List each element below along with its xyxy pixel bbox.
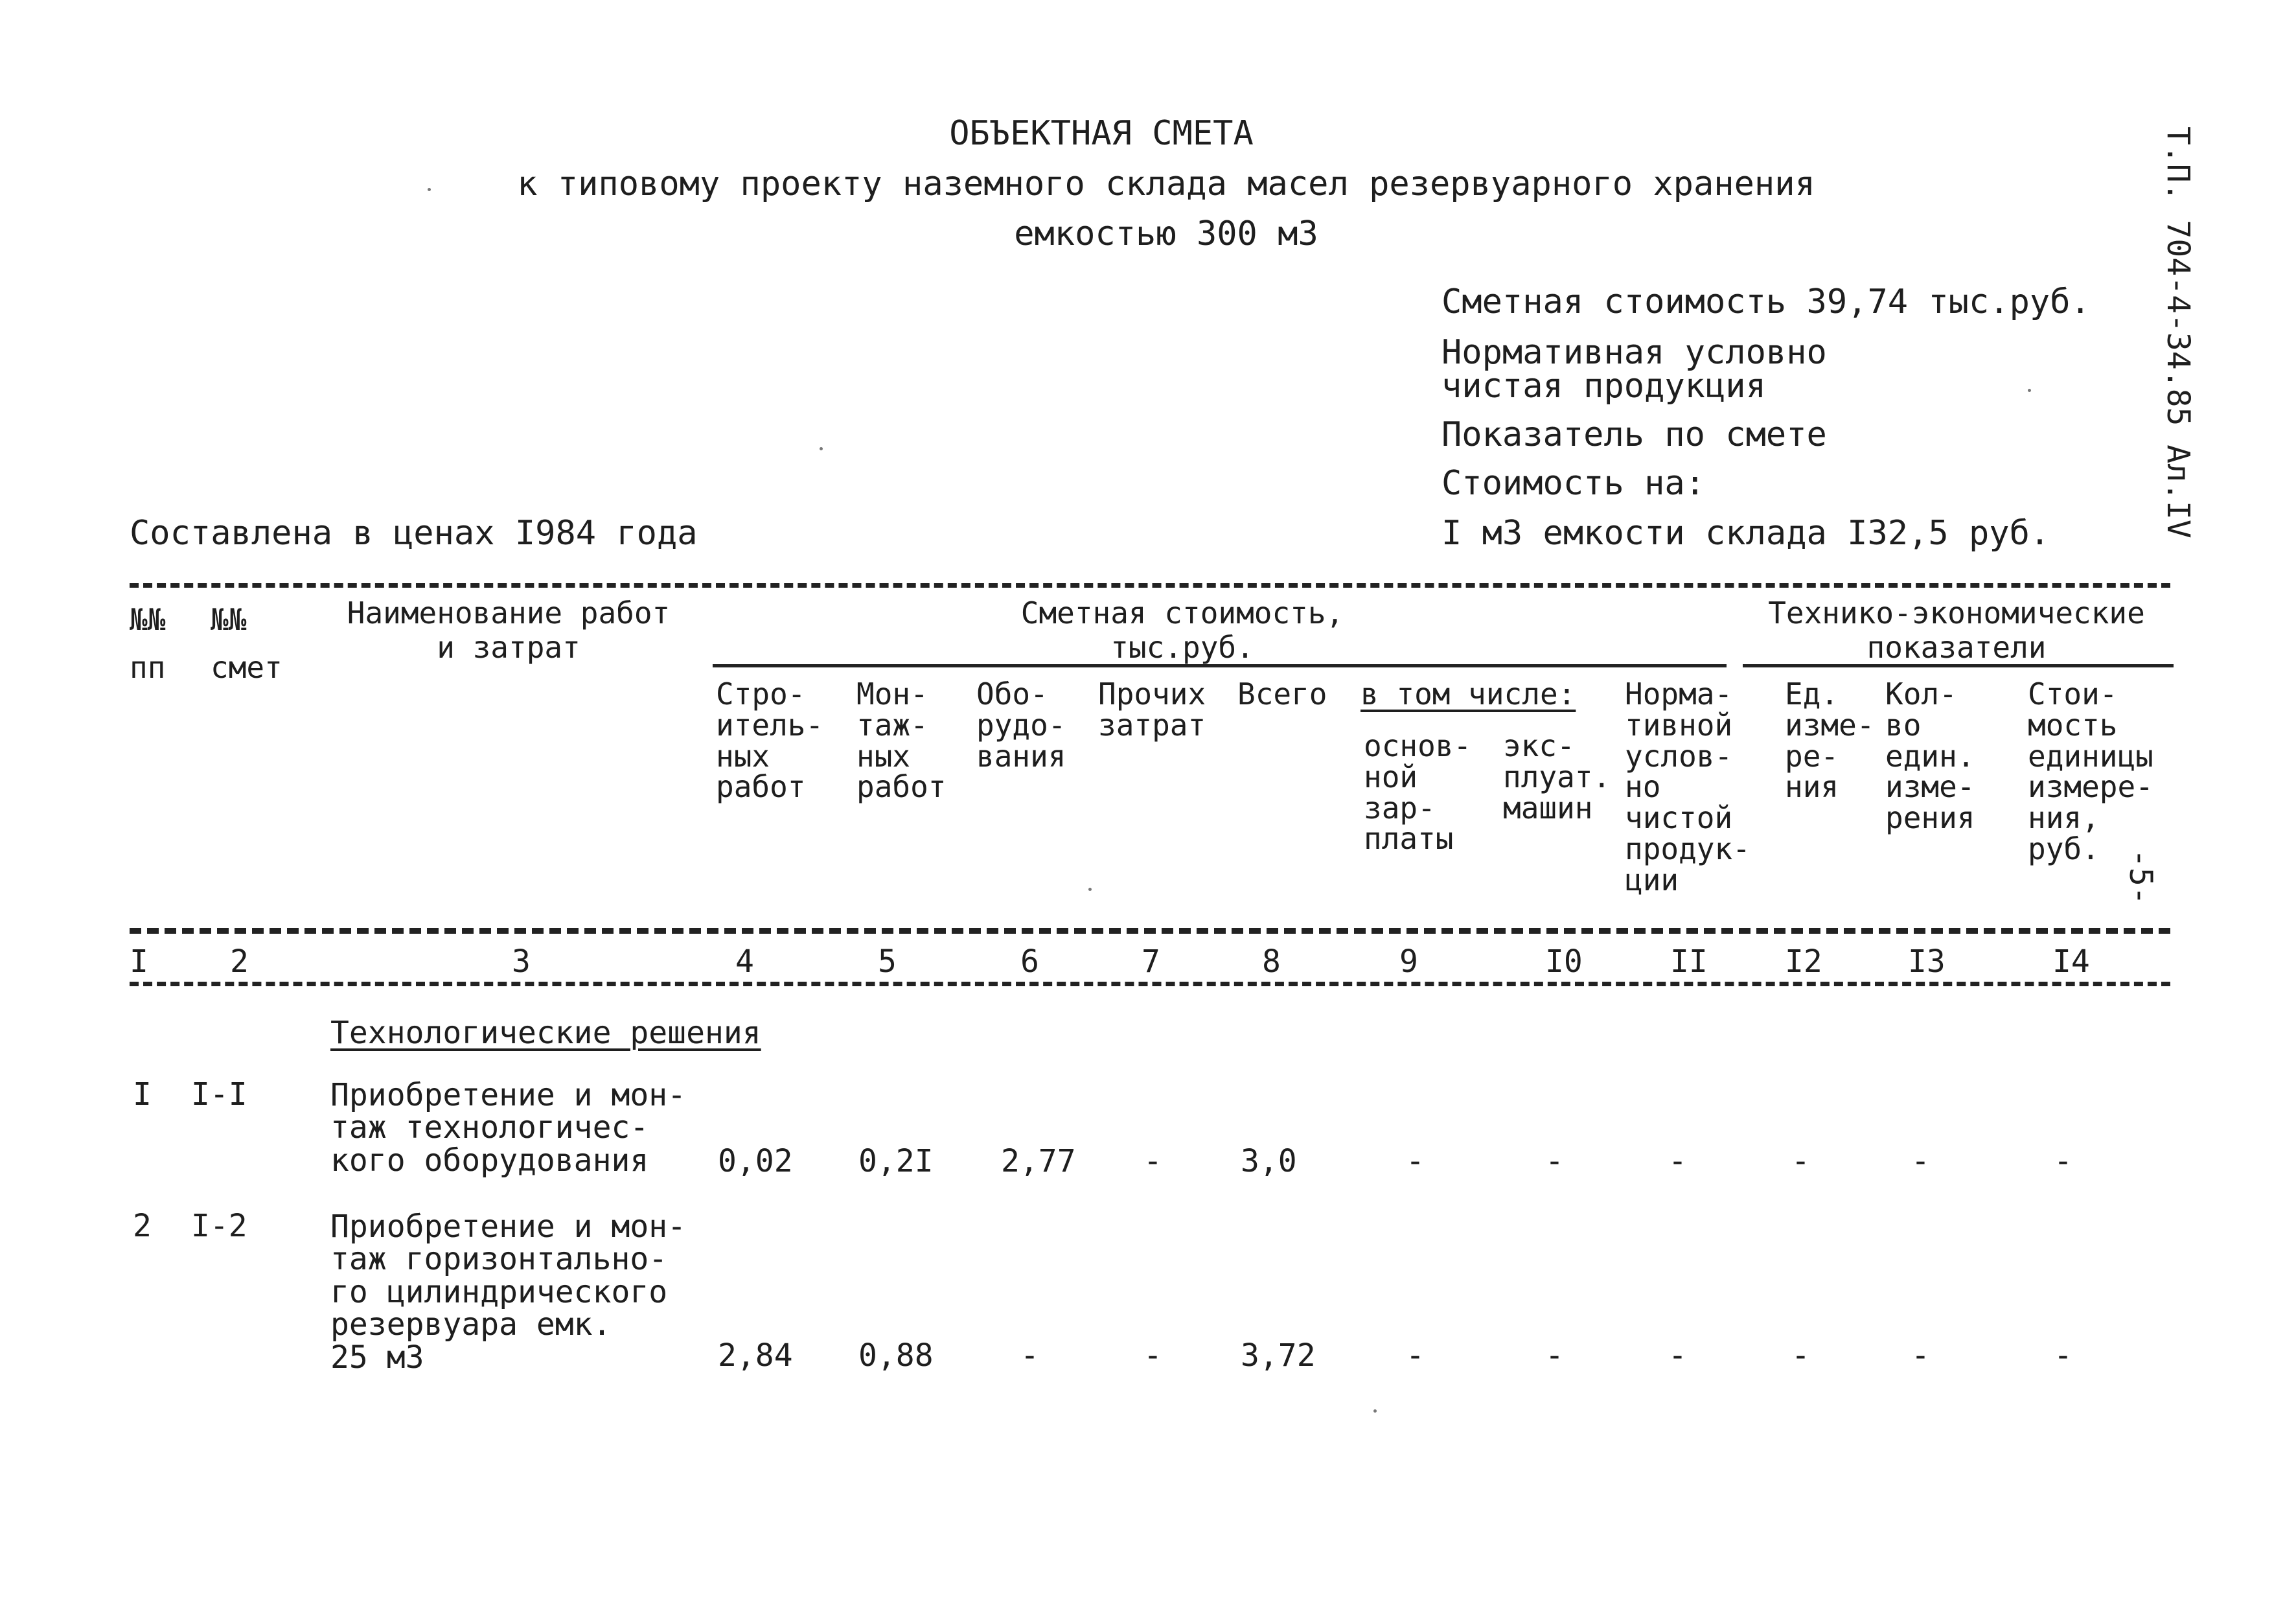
col-num-3: 3 xyxy=(512,943,531,980)
row1-estimate-no: I-I xyxy=(191,1076,247,1113)
row2-estimate-no: I-2 xyxy=(191,1208,247,1244)
cost-per-unit: I м3 емкости склада I32,5 руб. xyxy=(1441,514,2050,553)
col-num-11: II xyxy=(1670,943,1708,980)
side-stamp: Т.П. 704-4-34.85 Ал.IV xyxy=(2160,126,2196,538)
row2-other: - xyxy=(1143,1337,1162,1374)
col-head-total: Всего xyxy=(1237,676,1327,711)
estimate-cost: Сметная стоимость 39,74 тыс.руб. xyxy=(1441,283,2091,321)
scan-speck xyxy=(2028,389,2031,392)
col-head-norm-product: Норма- тивной услов- но чистой продук- ции xyxy=(1625,676,1751,897)
document-title: ОБЪЕКТНАЯ СМЕТА xyxy=(949,114,1254,153)
row1-norm-product: - xyxy=(1668,1143,1687,1179)
row1-machines: - xyxy=(1545,1143,1564,1179)
col-num-9: 9 xyxy=(1399,943,1418,980)
group-head-tech-rule xyxy=(1743,664,2174,667)
col-num-2: 2 xyxy=(230,943,249,980)
col-head-installation: Мон- таж- ных работ xyxy=(856,676,947,805)
row1-installation: 0,2I xyxy=(858,1143,934,1179)
col-num-14: I4 xyxy=(2052,943,2090,980)
cost-on-label: Стоимость на: xyxy=(1441,464,1705,503)
norm-product-line1: Нормативная условно xyxy=(1441,333,1827,372)
group-head-cost: Сметная стоимость, тыс.руб. xyxy=(1020,595,1344,665)
row1-unit-cost: - xyxy=(2054,1143,2072,1179)
row1-equipment: 2,77 xyxy=(1001,1143,1076,1179)
norm-product-line2: чистая продукция xyxy=(1441,367,1766,406)
document-subtitle-line1: к типовому проекту наземного склада масел резервуарного хранения xyxy=(517,165,1815,203)
row2-construction: 2,84 xyxy=(718,1337,793,1374)
col-head-number: №№ пп xyxy=(130,602,166,685)
col-num-1: I xyxy=(130,943,148,980)
col-head-quantity: Кол- во един. изме- рения xyxy=(1885,676,1975,836)
table-header-rule xyxy=(130,928,2170,934)
col-num-13: I3 xyxy=(1908,943,1946,980)
col-head-unit-cost: Стои- мость единицы измере- ния, руб. xyxy=(2028,676,2153,867)
row2-base-salary: - xyxy=(1406,1337,1425,1374)
group-head-tech: Технико-экономические показатели xyxy=(1768,595,2145,665)
col-head-machines: экс- плуат. машин xyxy=(1503,728,1611,826)
row1-quantity: - xyxy=(1911,1143,1930,1179)
row2-equipment: - xyxy=(1020,1337,1039,1374)
col-head-construction: Стро- итель- ных работ xyxy=(716,676,824,805)
row1-total: 3,0 xyxy=(1241,1143,1297,1179)
row2-quantity: - xyxy=(1911,1337,1930,1374)
row1-unit: - xyxy=(1791,1143,1810,1179)
group-head-cost-rule xyxy=(713,664,1727,667)
indicator-label: Показатель по смете xyxy=(1441,415,1827,454)
col-head-name: Наименование работ и затрат xyxy=(347,595,671,665)
row2-norm-product: - xyxy=(1668,1337,1687,1374)
table-top-rule xyxy=(130,583,2170,588)
row2-machines: - xyxy=(1545,1337,1564,1374)
prices-note: Составлена в ценах I984 года xyxy=(130,514,698,553)
row1-base-salary: - xyxy=(1406,1143,1425,1179)
row2-name: Приобретение и мон- таж горизонтально- го цилиндрического резервуара емк. 25 м3 xyxy=(330,1208,687,1376)
scan-speck xyxy=(1373,1409,1377,1413)
col-num-12: I2 xyxy=(1785,943,1822,980)
row1-other: - xyxy=(1143,1143,1162,1179)
row2-total: 3,72 xyxy=(1241,1337,1316,1374)
page-mark: -5- xyxy=(2122,849,2159,905)
col-head-unit: Ед. изме- ре- ния xyxy=(1785,676,1875,805)
col-head-other: Прочих затрат xyxy=(1098,676,1206,743)
col-num-10: I0 xyxy=(1545,943,1583,980)
scan-speck xyxy=(1088,888,1092,891)
col-num-4: 4 xyxy=(735,943,754,980)
col-num-8: 8 xyxy=(1262,943,1281,980)
document-subtitle-line2: емкостью 300 м3 xyxy=(1014,214,1318,253)
row2-unit-cost: - xyxy=(2054,1337,2072,1374)
col-num-6: 6 xyxy=(1020,943,1039,980)
scan-speck xyxy=(820,447,823,450)
row2-unit: - xyxy=(1791,1337,1810,1374)
col-head-estimate-no: №№ смет xyxy=(211,602,282,685)
col-num-7: 7 xyxy=(1142,943,1160,980)
row1-name: Приобретение и мон- таж технологичес- кого оборудования xyxy=(330,1077,687,1179)
col-num-5: 5 xyxy=(878,943,897,980)
col-head-equipment: Обо- рудо- вания xyxy=(976,676,1066,774)
row2-number: 2 xyxy=(133,1208,152,1244)
row2-installation: 0,88 xyxy=(858,1337,934,1374)
col-head-base-salary: основ- ной зар- платы xyxy=(1364,728,1472,857)
section-title: Технологические решения xyxy=(330,1015,761,1051)
col-head-including: в том числе: xyxy=(1360,676,1576,711)
row1-construction: 0,02 xyxy=(718,1143,793,1179)
scan-speck xyxy=(428,188,431,191)
col-num-rule xyxy=(130,982,2170,986)
row1-number: I xyxy=(133,1076,152,1113)
